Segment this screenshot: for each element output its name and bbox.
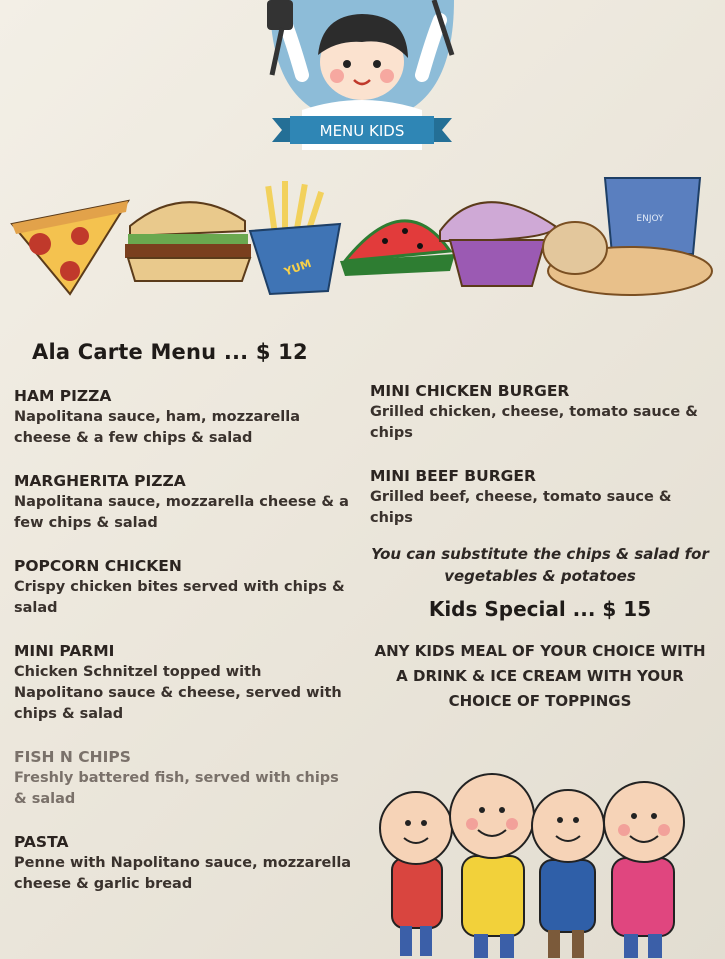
menu-item-name: FISH N CHIPS — [14, 748, 131, 766]
menu-item-description: Crispy chicken bites served with chips & salad — [14, 579, 345, 616]
kid-illustration — [604, 782, 684, 958]
kid-illustration — [380, 792, 452, 956]
menu-item — [14, 832, 354, 895]
menu-item-description: Freshly battered fish, served with chips & salad — [14, 770, 339, 807]
fries-icon — [250, 181, 340, 294]
kids-group-illustration — [372, 758, 702, 958]
menu-item-name: MINI BEEF BURGER — [370, 467, 536, 485]
left-menu-column — [14, 386, 354, 917]
food-illustration-strip — [10, 176, 715, 300]
cup-label: ENJOY — [636, 214, 664, 224]
burger-icon — [125, 202, 251, 281]
menu-item — [370, 381, 710, 444]
substitute-note: You can substitute the chips & salad for vegetables & potatoes — [371, 545, 709, 585]
kids-special-title: Kids Special ... $ 15 — [428, 597, 652, 621]
fries-box-text: YUM — [282, 256, 314, 279]
menu-item-name: MINI PARMI — [14, 642, 115, 660]
menu-item-name: MARGHERITA PIZZA — [14, 472, 186, 490]
right-menu-column — [370, 381, 710, 714]
watermelon-icon — [340, 221, 455, 276]
menu-item-description: Grilled chicken, cheese, tomato sauce & chips — [370, 404, 698, 441]
kid-illustration — [450, 774, 534, 958]
banner-text: MENU KIDS — [319, 122, 405, 140]
menu-item-description: Napolitana sauce, ham, mozzarella cheese & a few chips & salad — [14, 409, 301, 446]
menu-item-description: Penne with Napolitano sauce, mozzarella cheese & garlic bread — [14, 855, 352, 892]
cupcake-icon — [440, 202, 555, 286]
menu-item-description: Grilled beef, cheese, tomato sauce & chips — [370, 489, 672, 526]
menu-item-name: POPCORN CHICKEN — [14, 557, 182, 575]
menu-item — [14, 556, 354, 619]
menu-title: Ala Carte Menu ... $ 12 — [32, 340, 308, 364]
spatula-icon — [267, 0, 293, 30]
menu-item-name: PASTA — [14, 833, 69, 851]
menu-item — [14, 641, 354, 725]
menu-kids-logo — [262, 0, 462, 150]
drink-cup-icon — [605, 178, 700, 254]
kid-illustration — [532, 790, 604, 958]
menu-item-description: Napolitana sauce, mozzarella cheese & a few chips & salad — [14, 494, 349, 531]
menu-item — [14, 471, 354, 534]
kids-special-description: ANY KIDS MEAL OF YOUR CHOICE WITH A DRINK & ICE CREAM WITH YOUR CHOICE OF TOPPINGS — [374, 642, 706, 710]
menu-item-description: Chicken Schnitzel topped with Napolitano sauce & cheese, served with chips & salad — [14, 664, 342, 722]
menu-item-name: MINI CHICKEN BURGER — [370, 382, 570, 400]
menu-item-name: HAM PIZZA — [14, 387, 112, 405]
menu-item — [14, 747, 354, 810]
menu-item — [370, 466, 710, 529]
pizza-slice-icon — [12, 201, 128, 294]
menu-item — [14, 386, 354, 449]
